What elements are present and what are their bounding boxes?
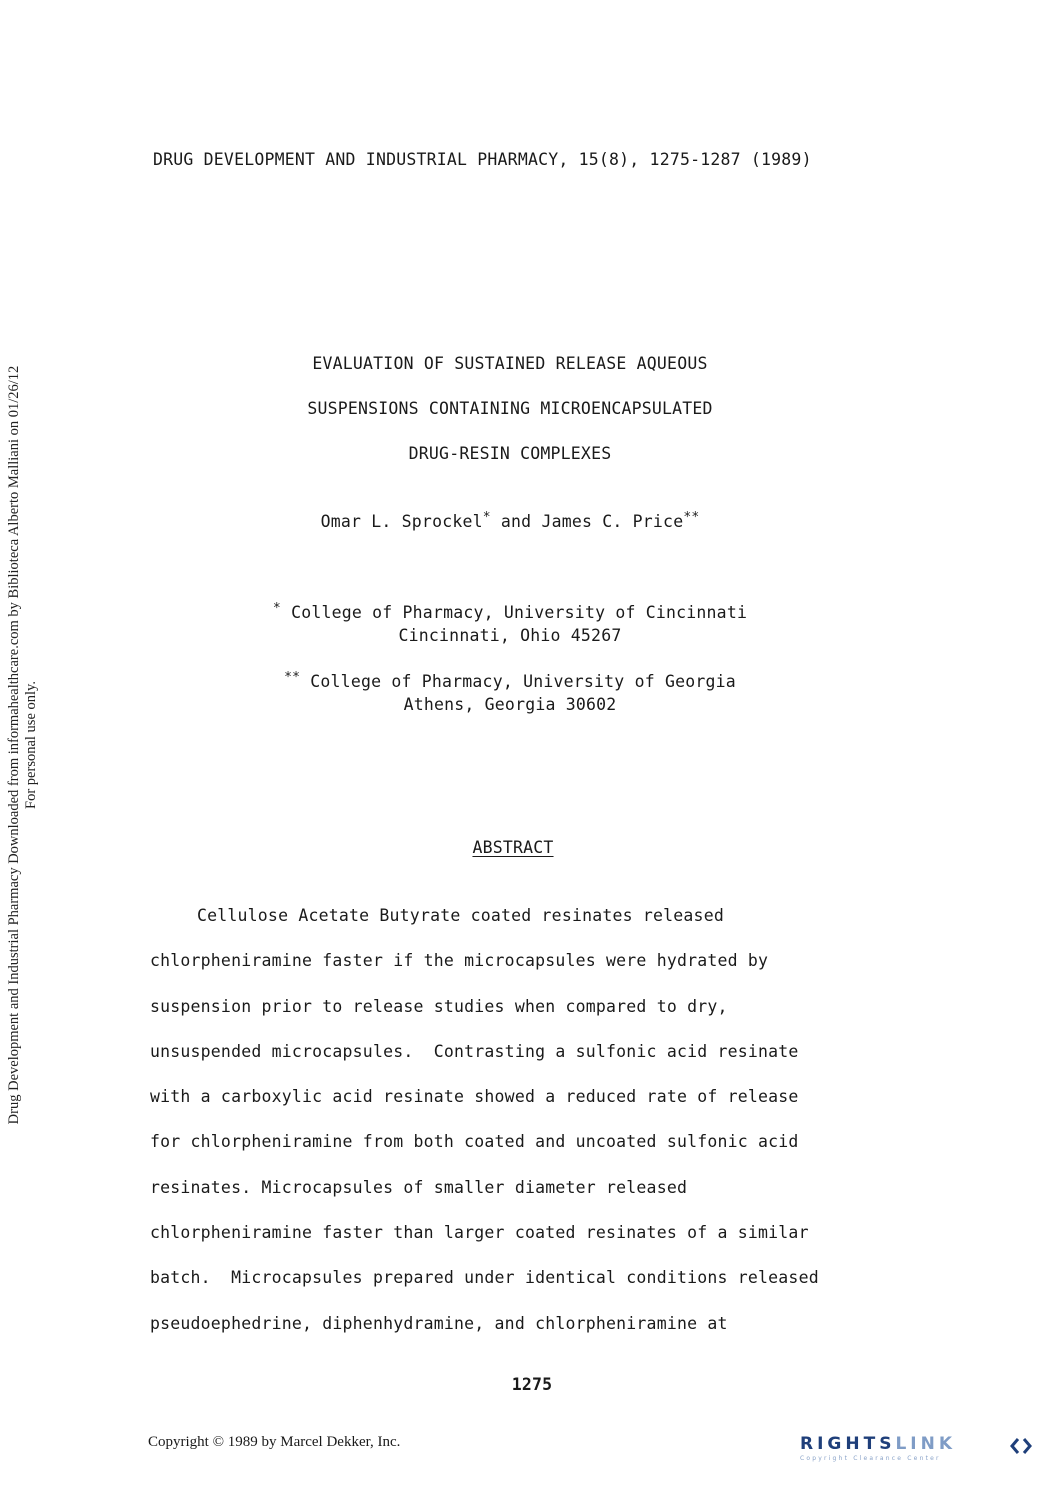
- abstract-line: Cellulose Acetate Butyrate coated resinates released: [197, 906, 724, 925]
- rightslink-wordmark: [800, 1434, 1032, 1454]
- author-conjunction: and: [490, 512, 542, 531]
- abstract-line: chlorpheniramine faster than larger coated resinates of a similar: [150, 1223, 809, 1243]
- affiliation-1-mark: *: [272, 601, 281, 616]
- author-2-mark: **: [683, 510, 700, 525]
- affiliation-2-mark: **: [284, 670, 301, 685]
- abstract-body: [150, 905, 930, 1358]
- author-2: James C. Price: [541, 512, 684, 531]
- rightslink-chevrons-icon: [1010, 1436, 1032, 1456]
- abstract-line: for chlorpheniramine from both coated and uncoated sulfonic acid: [150, 1132, 799, 1152]
- rightslink-rights: RIGHTS: [800, 1434, 896, 1454]
- affiliation-2-line-1: [0, 672, 1020, 691]
- abstract-line: chlorpheniramine faster if the microcapsules were hydrated by: [150, 951, 769, 971]
- affiliation-2-line-2: Athens, Georgia 30602: [403, 695, 617, 714]
- title-line-2: SUSPENSIONS CONTAINING MICROENCAPSULATED: [307, 399, 713, 418]
- rightslink-tagline: Copyright Clearance Center: [800, 1455, 941, 1462]
- rightslink-link: LINK: [895, 1434, 956, 1454]
- author-1-mark: *: [482, 510, 491, 525]
- author-1: Omar L. Sprockel: [320, 512, 483, 531]
- abstract-line: suspension prior to release studies when compared to dry,: [150, 996, 728, 1016]
- abstract-heading: ABSTRACT: [472, 838, 554, 857]
- download-watermark: [6, 0, 66, 1185]
- abstract-line: unsuspended microcapsules. Contrasting a sulfonic acid resinate: [150, 1041, 799, 1061]
- abstract-line: with a carboxylic acid resinate showed a reduced rate of release: [150, 1087, 799, 1107]
- abstract-line: pseudoephedrine, diphenhydramine, and chlorpheniramine at: [150, 1313, 728, 1333]
- journal-header: DRUG DEVELOPMENT AND INDUSTRIAL PHARMACY, 15(8), 1275-1287 (1989): [153, 150, 812, 169]
- watermark-line-2: For personal use only.: [23, 681, 39, 809]
- affiliation-1-institution: College of Pharmacy, University of Cincinnati: [291, 603, 748, 622]
- abstract-line: resinates. Microcapsules of smaller diameter released: [150, 1177, 688, 1197]
- authors: [0, 512, 1020, 531]
- page-number: 1275: [511, 1375, 553, 1394]
- watermark-line-1: Drug Development and Industrial Pharmacy Downloaded from informahealthcare.com by Biblioteca Alberto Malliani on 01/26/12: [6, 365, 22, 1125]
- affiliation-1-line-1: [0, 603, 1020, 622]
- affiliation-2-institution: College of Pharmacy, University of Georgia: [310, 672, 736, 691]
- title-line-1: EVALUATION OF SUSTAINED RELEASE AQUEOUS: [312, 354, 708, 373]
- copyright-notice: Copyright © 1989 by Marcel Dekker, Inc.: [148, 1434, 401, 1450]
- rightslink-logo[interactable]: [800, 1434, 1032, 1474]
- affiliation-1-line-2: Cincinnati, Ohio 45267: [398, 626, 622, 645]
- title-line-3: DRUG-RESIN COMPLEXES: [408, 444, 612, 463]
- abstract-line: batch. Microcapsules prepared under identical conditions released: [150, 1268, 819, 1288]
